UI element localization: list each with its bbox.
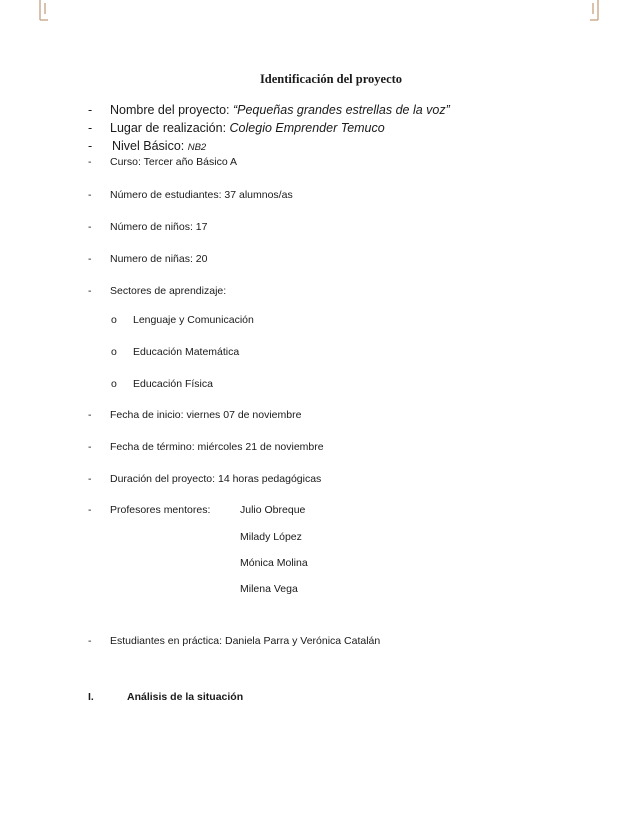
item-sectores [0, 282, 638, 300]
list-dash: - [88, 409, 92, 421]
sector-lenguaje [0, 311, 638, 329]
list-bullet: o [111, 346, 117, 358]
item-text: Estudiantes en práctica: Daniela Parra y Verónica Catalán [110, 635, 381, 647]
item-value: “Pequeñas grandes estrellas de la voz” [232, 103, 450, 117]
list-dash: - [88, 635, 92, 647]
list-dash: - [88, 441, 92, 453]
item-text: Fecha de inicio: viernes 07 de noviembre [110, 409, 302, 421]
item-text: Fecha de término: miércoles 21 de noviembre [110, 441, 324, 453]
list-dash: - [88, 221, 92, 233]
item-profesores-mentores [0, 501, 638, 519]
item-text: Duración del proyecto: 14 horas pedagógicas [110, 473, 322, 485]
sector-text: Educación Física [133, 378, 213, 390]
section-title: Análisis de la situación [127, 691, 244, 703]
document-title: Identificación del proyecto [259, 72, 403, 86]
mentor-row [0, 580, 638, 598]
item-label: Lugar de realización: [110, 121, 230, 135]
item-numero-ninos [0, 218, 638, 236]
mentor-name: Milady López [240, 531, 302, 543]
list-dash: - [88, 121, 93, 135]
item-fecha-termino [0, 438, 638, 456]
list-dash: - [88, 504, 92, 516]
list-dash: - [88, 103, 93, 117]
item-text: Sectores de aprendizaje: [110, 285, 227, 297]
item-label: Nivel Básico: [112, 139, 188, 153]
item-text: Numero de niñas: 20 [110, 253, 208, 265]
item-lugar-realizacion [0, 119, 638, 137]
list-dash: - [88, 253, 92, 265]
item-label: Profesores mentores: [110, 504, 211, 516]
item-label: Nombre del proyecto: [110, 103, 233, 117]
sector-fisica [0, 375, 638, 393]
sector-matematica [0, 343, 638, 361]
mentor-name: Julio Obreque [240, 504, 306, 516]
item-numero-estudiantes [0, 186, 638, 204]
corner-mark-left [38, 0, 52, 22]
item-estudiantes-practica [0, 632, 638, 650]
mentor-row [0, 554, 638, 572]
list-dash: - [88, 139, 93, 153]
mentor-row [0, 528, 638, 546]
section-number: I. [88, 691, 94, 703]
list-dash: - [88, 285, 92, 297]
list-dash: - [88, 473, 92, 485]
item-value: Colegio Emprender Temuco [229, 121, 385, 135]
list-dash: - [88, 189, 92, 201]
item-curso [0, 153, 638, 171]
list-dash: - [88, 156, 92, 168]
list-bullet: o [111, 314, 117, 326]
sector-text: Lenguaje y Comunicación [133, 314, 254, 326]
item-text: Curso: Tercer año Básico A [110, 156, 238, 168]
sector-text: Educación Matemática [133, 346, 240, 358]
mentor-name: Mónica Molina [240, 557, 308, 569]
item-nombre-proyecto [0, 101, 638, 119]
corner-mark-right [586, 0, 600, 22]
item-numero-ninas [0, 250, 638, 268]
mentor-name: Milena Vega [240, 583, 298, 595]
item-value: NB2 [187, 142, 207, 153]
item-text: Número de niños: 17 [110, 221, 208, 233]
item-text: Número de estudiantes: 37 alumnos/as [110, 189, 293, 201]
item-fecha-inicio [0, 406, 638, 424]
list-bullet: o [111, 378, 117, 390]
item-duracion [0, 470, 638, 488]
